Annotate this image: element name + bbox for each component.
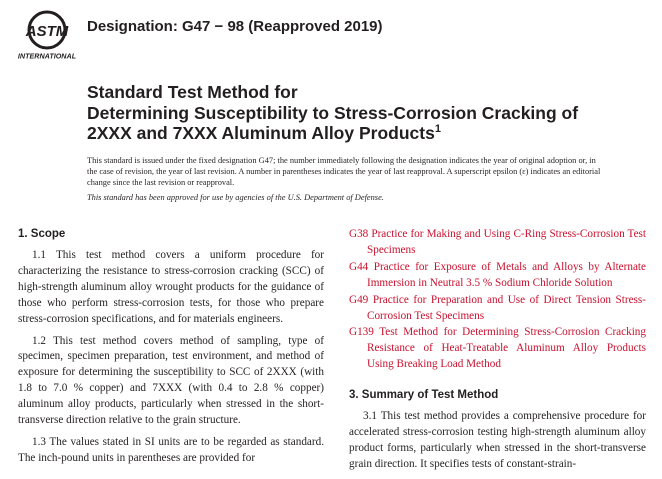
summary-heading: 3. Summary of Test Method bbox=[349, 389, 499, 402]
title-line-2: Determining Susceptibility to Stress-Corrosion Cracking of bbox=[87, 102, 579, 123]
issued-notice: This standard is issued under the fixed designation G47; the number immediately following the designation indicates the year of original adoption or, in the case of revision, the year of last revision. A number in parentheses indicates the year of last reapproval. A superscript epsilon (ε) indicates an editorial change since the last revision or reapproval. bbox=[87, 156, 601, 187]
svg-text:INTERNATIONAL: INTERNATIONAL bbox=[18, 51, 76, 61]
title-line-3: 2XXX and 7XXX Aluminum Alloy Products$^1$ bbox=[87, 123, 441, 143]
reference-g38[interactable]: G38 Practice for Making and Using C-Ring Stress-Corrosion Test Specimens bbox=[349, 228, 647, 256]
reference-g44[interactable]: G44 Practice for Exposure of Metals and Alloys by Alternate Immersion in Neutral 3.5 % Sodium Chloride Solution bbox=[349, 260, 646, 289]
scope-paragraph-1-3: 1.3 The values stated in SI units are to be regarded as standard. The inch-pound units in parentheses are provided for bbox=[18, 435, 324, 464]
astm-logo bbox=[18, 10, 76, 62]
right-column bbox=[349, 227, 646, 479]
document-title bbox=[87, 82, 627, 144]
scope-heading: 1. Scope bbox=[18, 228, 66, 240]
scope-paragraph-1-2: 1.2 This test method covers method of sampling, type of specimen, specimen preparation, test environment, and method of exposure for determining the susceptibility to SCC of 2XXX (with 1.8 to 7.0 % copper) and 7XXX (with 0.4 to 2.8 % copper) aluminum alloy products, particularly when stressed in the short-transverse direction relative to the grain structure. bbox=[18, 334, 324, 427]
summary-paragraph-3-1: 3.1 This test method provides a comprehensive procedure for accelerated stress-corrosion testing high-strength aluminum alloy product forms, particularly when stressed in the short-transverse grain direction. It specifies tests of constant-strain- bbox=[349, 410, 646, 470]
title-footnote-mark: 1 bbox=[434, 123, 441, 136]
scope-paragraph-1-1: 1.1 This test method covers a uniform procedure for characterizing the resistance to stress-corrosion cracking (SCC) of high-strength aluminum alloy wrought products for the guidance of those who perform stress-corrosion tests, for those who prepare stress-corrosion specifications, and for materials engineers. bbox=[18, 249, 324, 325]
svg-text:ASTM: ASTM bbox=[25, 23, 69, 40]
title-line-1: Standard Test Method for bbox=[87, 82, 298, 102]
designation: Designation: G47 − 98 (Reapproved 2019) bbox=[87, 18, 383, 35]
reference-g139[interactable]: G139 Test Method for Determining Stress-Corrosion Cracking Resistance of Heat-Treatable Aluminum Alloy Products Using Breaking Load Method bbox=[349, 326, 646, 371]
approved-notice: This standard has been approved for use by agencies of the U.S. Department of Defense. bbox=[87, 193, 384, 202]
reference-g49[interactable]: G49 Practice for Preparation and Use of Direct Tension Stress-Corrosion Test Specimens bbox=[349, 293, 646, 322]
